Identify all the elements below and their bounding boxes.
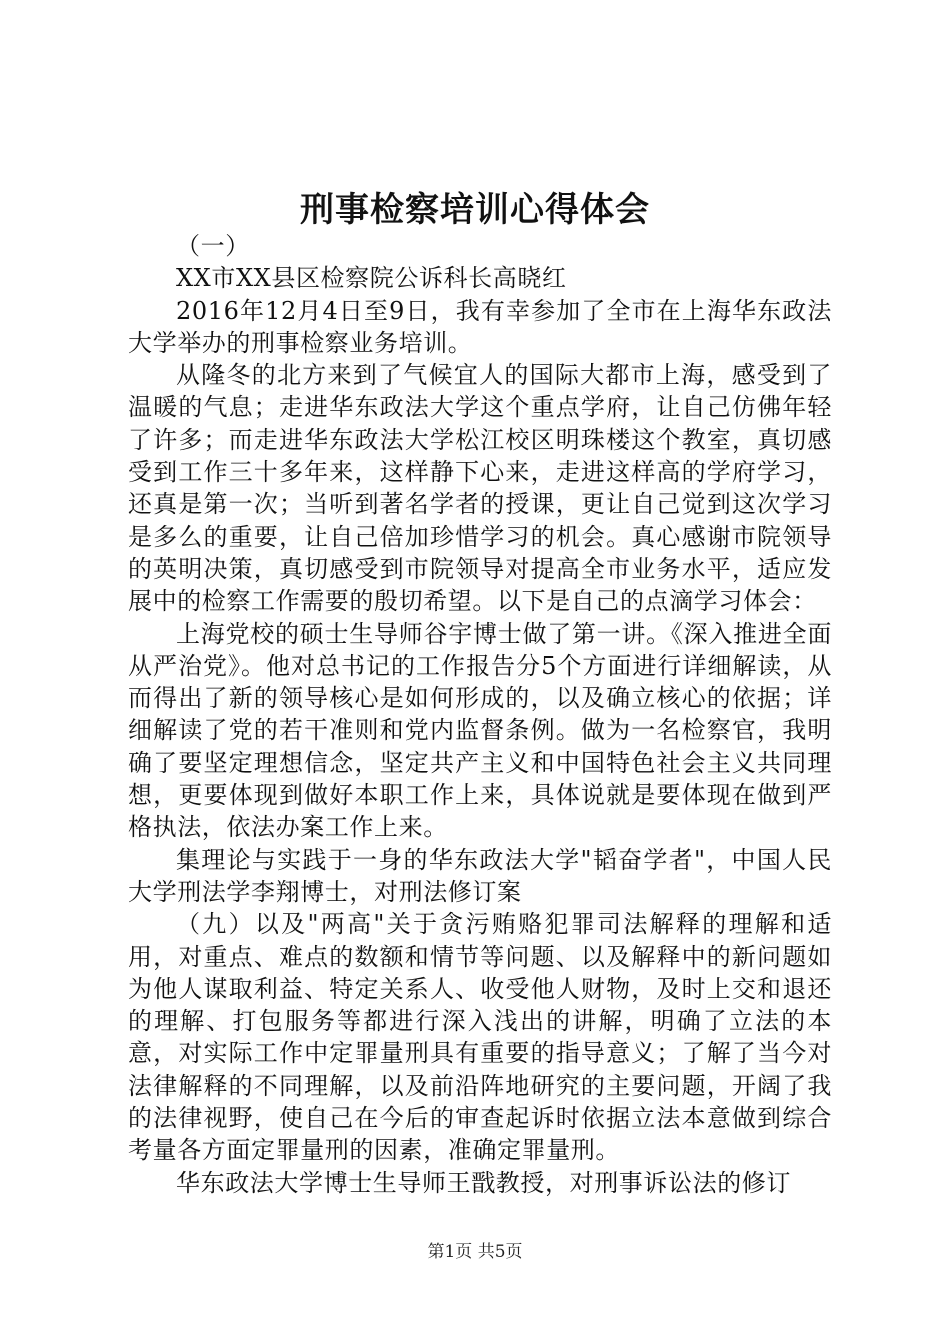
paragraph: 从隆冬的北方来到了气候宜人的国际大都市上海，感受到了温暖的气息；走进华东政法大学这个重点学府，让自己仿佛年轻了许多；而走进华东政法大学松江校区明珠楼这个教室，真切感受到工作三十多年来，这样静下心来，走进这样高的学府学习，还真是第一次；当听到著名学者的授课，更让自己觉到这次学习是多么的重要，让自己倍加珍惜学习的机会。真心感谢市院领导的英明决策，真切感受到市院领导对提高全市业务水平，适应发展中的检察工作需要的殷切希望。以下是自己的点滴学习体会： (128, 361, 832, 616)
paragraph: 上海党校的硕士生导师谷宇博士做了第一讲。《深入推进全面从严治党》。他对总书记的工作报告分5个方面进行详细解读，从而得出了新的领导核心是如何形成的，以及确立核心的依据；详细解读了党的若干准则和党内监督条例。做为一名检察官，我明确了要坚定理想信念，坚定共产主义和中国特色社会主义共同理想，更要体现到做好本职工作上来，具体说就是要体现在做到严格执法，依法办案工作上来。 (128, 619, 832, 842)
paragraph: 集理论与实践于一身的华东政法大学"韬奋学者"，中国人民大学刑法学李翔博士，对刑法修订案 (128, 845, 832, 906)
paragraph: 2016年12月4日至9日，我有幸参加了全市在上海华东政法大学举办的刑事检察业务培训。 (128, 296, 832, 357)
paragraph: 华东政法大学博士生导师王戬教授，对刑事诉讼法的修订 (176, 1168, 791, 1197)
section-number: （一） (176, 232, 250, 260)
document-title: 刑事检察培训心得体会 (300, 190, 650, 230)
paragraph: （九）以及"两高"关于贪污贿赂犯罪司法解释的理解和适用，对重点、难点的数额和情节等问题、以及解释中的新问题如为他人谋取利益、特定关系人、收受他人财物，及时上交和退还的理解、打包服务等都进行深入浅出的讲解，明确了立法的本意，对实际工作中定罪量刑具有重要的指导意义；了解了当今对法律解释的不同理解，以及前沿阵地研究的主要问题，开阔了我的法律视野，使自己在今后的审查起诉时依据立法本意做到综合考量各方面定罪量刑的因素，准确定罪量刑。 (128, 910, 832, 1165)
author-line: XX市XX县区检察院公诉科长高晓红 (176, 264, 567, 293)
page-footer: 第1页 共5页 (427, 1242, 523, 1262)
document-body (128, 230, 832, 1199)
